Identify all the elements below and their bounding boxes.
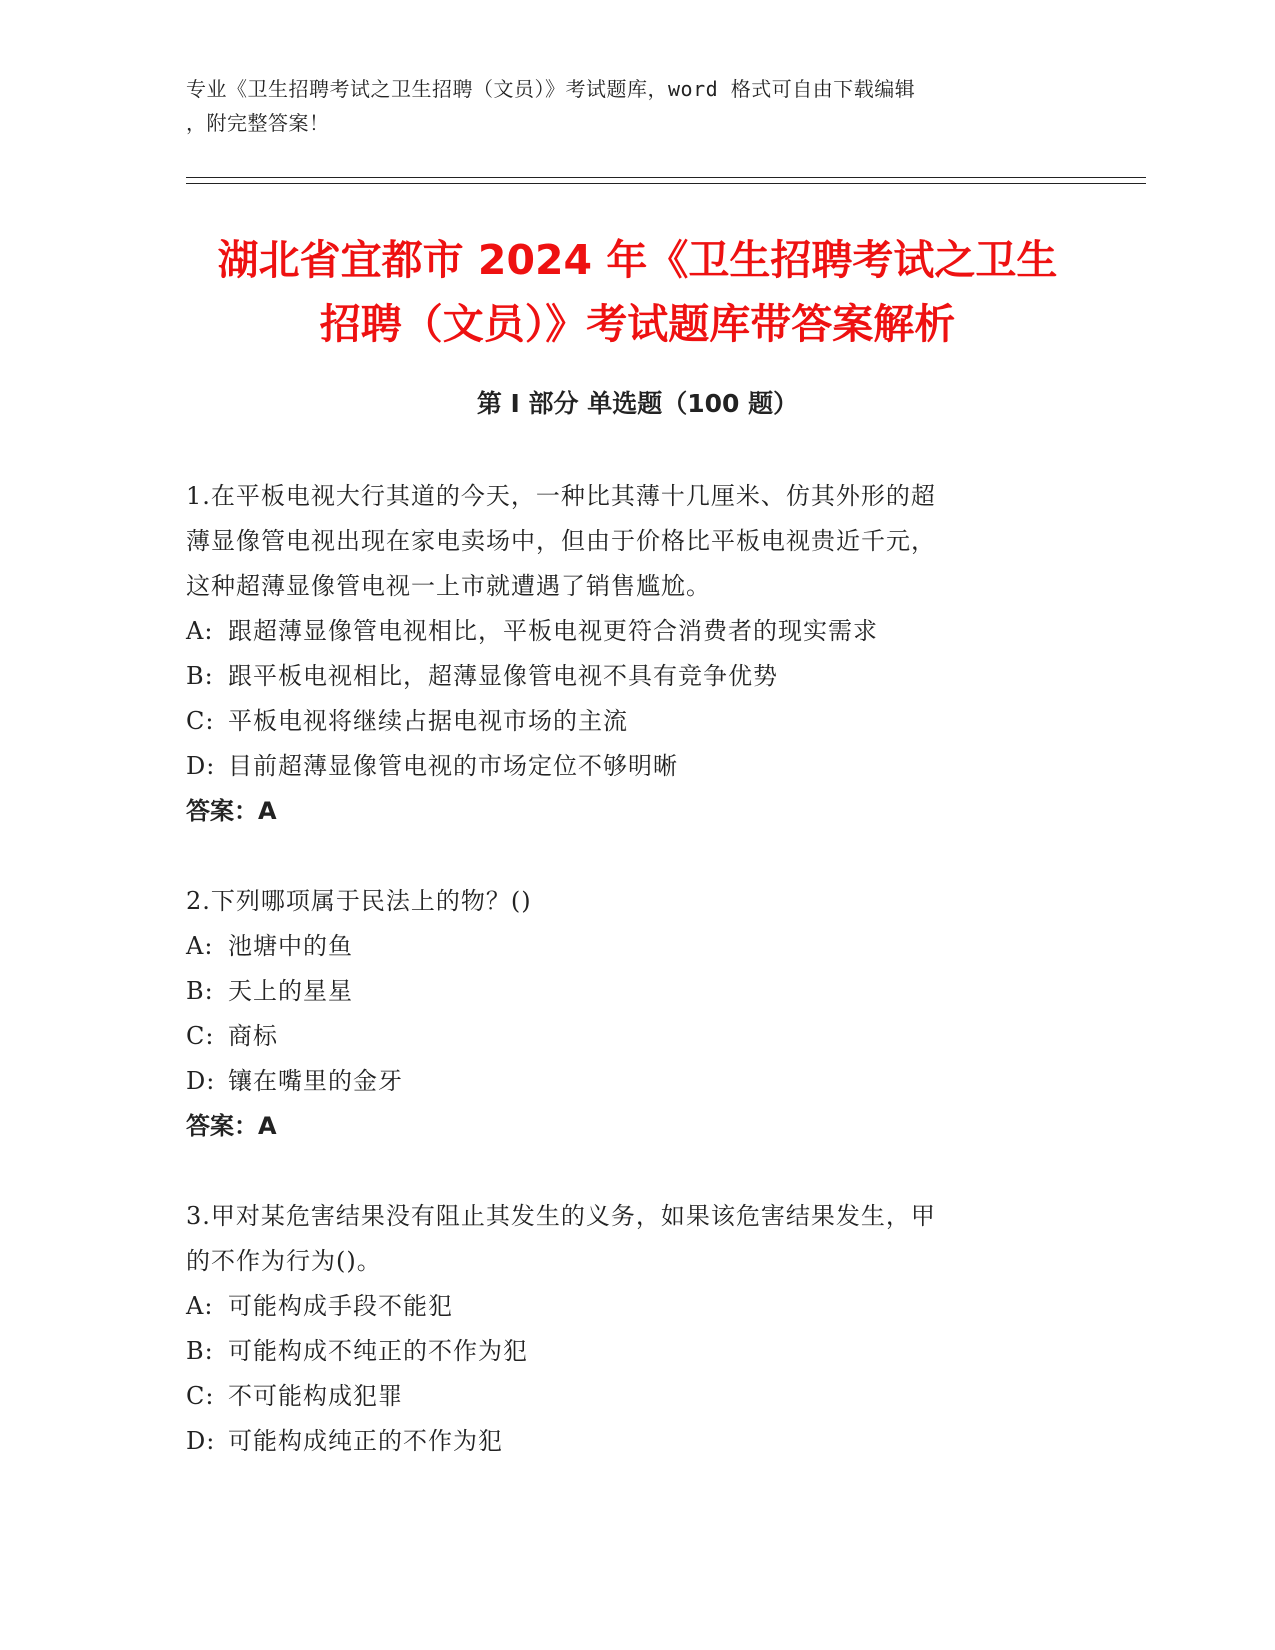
option-text: 目前超薄显像管电视的市场定位不够明晰: [228, 752, 678, 780]
option-letter: A:: [186, 1292, 214, 1320]
option-b: [186, 654, 1076, 699]
header-note: [186, 72, 1066, 140]
question-stem-line: 的不作为行为()。: [186, 1247, 382, 1275]
page-title: [150, 228, 1125, 356]
answer-text: 答案：A: [186, 797, 277, 825]
option-b: [186, 969, 1076, 1014]
option-text: 镶在嘴里的金牙: [228, 1067, 403, 1095]
header-note-line-1: 专业《卫生招聘考试之卫生招聘（文员）》考试题库，word 格式可自由下载编辑: [186, 77, 916, 101]
question-stem-line: 薄显像管电视出现在家电卖场中，但由于价格比平板电视贵近千元，: [186, 527, 936, 555]
question-stem-line: 1.在平板电视大行其道的今天，一种比其薄十几厘米、仿其外形的超: [186, 482, 936, 510]
question-stem-line: 这种超薄显像管电视一上市就遭遇了销售尴尬。: [186, 572, 711, 600]
option-letter: C:: [186, 1022, 215, 1050]
option-text: 平板电视将继续占据电视市场的主流: [228, 707, 628, 735]
option-text: 天上的星星: [228, 977, 353, 1005]
option-letter: B:: [186, 1337, 214, 1365]
option-text: 可能构成不纯正的不作为犯: [228, 1337, 528, 1365]
option-letter: B:: [186, 977, 214, 1005]
question-stem-line: 2.下列哪项属于民法上的物？(): [186, 887, 532, 915]
option-letter: D:: [186, 1427, 216, 1455]
option-letter: C:: [186, 707, 215, 735]
option-letter: A:: [186, 932, 214, 960]
option-letter: A:: [186, 617, 214, 645]
option-text: 商标: [228, 1022, 278, 1050]
header-divider-top: [186, 177, 1146, 178]
option-c: [186, 699, 1076, 744]
question-stem-line: 3.甲对某危害结果没有阻止其发生的义务，如果该危害结果发生，甲: [186, 1202, 936, 1230]
page-title-line-1: 湖北省宜都市 2024 年《卫生招聘考试之卫生: [217, 236, 1058, 284]
option-a: [186, 609, 1076, 654]
option-letter: B:: [186, 662, 214, 690]
option-c: [186, 1374, 1076, 1419]
option-letter: C:: [186, 1382, 215, 1410]
option-d: [186, 1059, 1076, 1104]
question-2: [186, 879, 1076, 1149]
option-text: 跟超薄显像管电视相比，平板电视更符合消费者的现实需求: [228, 617, 878, 645]
option-text: 池塘中的鱼: [228, 932, 353, 960]
option-d: [186, 744, 1076, 789]
option-text: 可能构成手段不能犯: [228, 1292, 453, 1320]
option-text: 不可能构成犯罪: [228, 1382, 403, 1410]
header-note-line-2: ，附完整答案！: [186, 111, 330, 135]
option-d: [186, 1419, 1076, 1464]
question-1: [186, 474, 1076, 834]
option-text: 可能构成纯正的不作为犯: [228, 1427, 503, 1455]
option-text: 跟平板电视相比，超薄显像管电视不具有竞争优势: [228, 662, 778, 690]
page-title-line-2: 招聘（文员）》考试题库带答案解析: [319, 300, 956, 348]
option-letter: D:: [186, 752, 216, 780]
option-letter: D:: [186, 1067, 216, 1095]
answer-text: 答案：A: [186, 1112, 277, 1140]
question-3: [186, 1194, 1076, 1464]
section-heading: 第 I 部分 单选题（100 题）: [476, 389, 799, 418]
header-divider-bottom: [186, 183, 1146, 184]
option-a: [186, 1284, 1076, 1329]
option-a: [186, 924, 1076, 969]
question-list: [186, 474, 1076, 1509]
option-b: [186, 1329, 1076, 1374]
option-c: [186, 1014, 1076, 1059]
